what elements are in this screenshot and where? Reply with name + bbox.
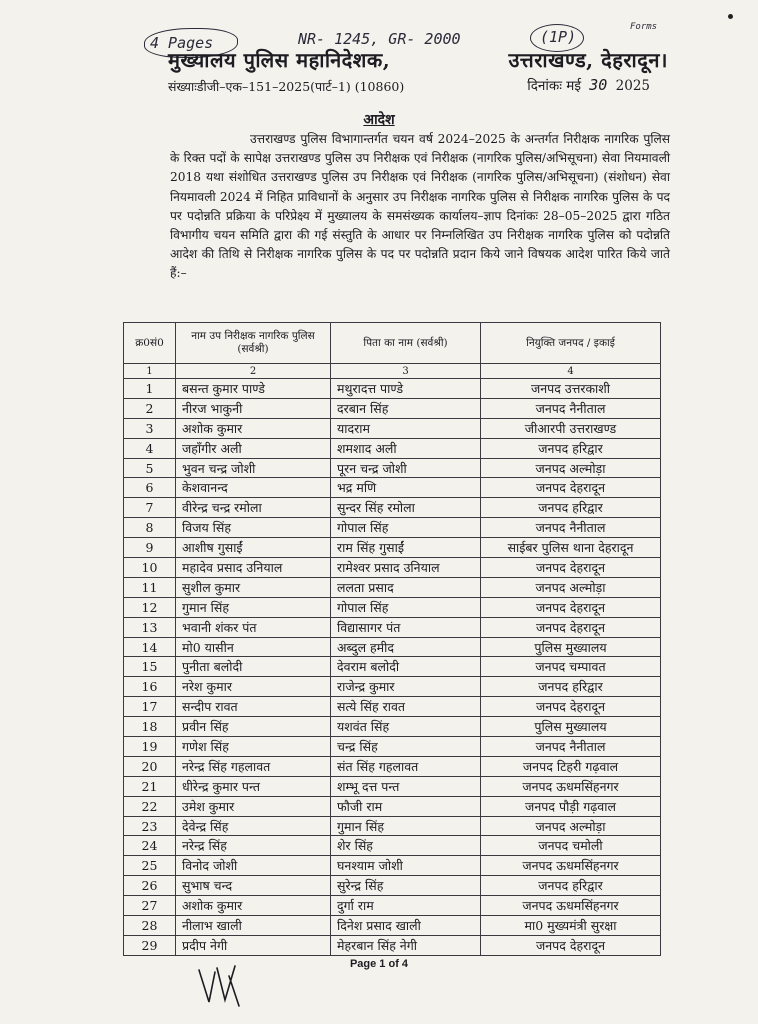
table-row	[124, 896, 661, 916]
row-father-name: राम सिंह गुसाईं	[331, 538, 481, 558]
row-serial: 15	[124, 657, 176, 677]
row-unit: जनपद नैनीताल	[481, 398, 661, 418]
row-unit: जनपद देहरादून	[481, 558, 661, 578]
row-serial: 21	[124, 776, 176, 796]
row-father-name: यादराम	[331, 418, 481, 438]
signature-mark	[195, 962, 245, 1010]
row-father-name: शमशाद अली	[331, 438, 481, 458]
row-serial: 7	[124, 498, 176, 518]
row-serial: 9	[124, 538, 176, 558]
row-name: बसन्त कुमार पाण्डे	[176, 379, 331, 399]
row-father-name: सत्ये सिंह रावत	[331, 697, 481, 717]
table-row	[124, 558, 661, 578]
row-serial: 5	[124, 458, 176, 478]
row-unit: जनपद ऊधमसिंहनगर	[481, 896, 661, 916]
row-father-name: राजेन्द्र कुमार	[331, 677, 481, 697]
column-number: 2	[176, 364, 331, 379]
handwritten-corner-note: Forms	[630, 22, 658, 32]
column-number: 3	[331, 364, 481, 379]
table-row	[124, 876, 661, 896]
order-body-paragraph: उत्तराखण्ड पुलिस विभागान्तर्गत चयन वर्ष 2024–2025 के अन्तर्गत निरीक्षक नागरिक पुलिस के रिक्त पदों के सापेक्ष उत्तराखण्ड पुलिस उप निरीक्षक एवं निरीक्षक (नागरिक पुलिस/अभिसूचना) सेवा नियमावली 2018 यथा संशोधित उत्तराखण्ड पुलिस उप निरीक्षक एवं निरीक्षक (नागरिक पुलिस/अभिसूचना) (संशोधन) सेवा नियमावली 2024 में निहित प्राविधानों के अनुसार उप निरीक्षक नागरिक पुलिस से निरीक्षक नागरिक पुलिस के पद पर पदोन्नति प्रक्रिया के परिप्रेक्ष्य में मुख्यालय के समसंख्यक कार्यालय–ज्ञाप दिनांकः 28–05–2025 द्वारा गठित विभागीय चयन समिति द्वारा की गई संस्तुति के आधार पर निम्नलिखित उप निरीक्षक नागरिक पुलिस को पदोन्नति आदेश की तिथि से निरीक्षक नागरिक पुलिस के पद पर पदोन्नति प्रदान किये जाने विषयक आदेश पारित किये जाते हैं:–	[170, 132, 671, 281]
row-unit: मा0 मुख्यमंत्री सुरक्षा	[481, 916, 661, 936]
header-serial: क्र0सं0	[124, 323, 176, 364]
row-unit: पुलिस मुख्यालय	[481, 717, 661, 737]
row-name: नीरज भाकुनी	[176, 398, 331, 418]
row-serial: 12	[124, 597, 176, 617]
row-unit: जनपद देहरादून	[481, 597, 661, 617]
row-name: देवेन्द्र सिंह	[176, 816, 331, 836]
letterhead-location: उत्तराखण्ड, देहरादून।	[508, 48, 668, 72]
row-serial: 10	[124, 558, 176, 578]
row-name: विनोद जोशी	[176, 856, 331, 876]
ink-dot	[728, 14, 733, 19]
date-year: 2025	[615, 78, 650, 94]
table-header-row	[124, 323, 661, 364]
row-unit: जनपद उत्तरकाशी	[481, 379, 661, 399]
row-serial: 19	[124, 737, 176, 757]
row-serial: 17	[124, 697, 176, 717]
row-name: उमेश कुमार	[176, 796, 331, 816]
column-number: 1	[124, 364, 176, 379]
row-father-name: सुन्दर सिंह रमोला	[331, 498, 481, 518]
row-father-name: दरबान सिंह	[331, 398, 481, 418]
header-unit: नियुक्ति जनपद / इकाई	[481, 323, 661, 364]
row-serial: 29	[124, 935, 176, 955]
table-row	[124, 637, 661, 657]
row-name: सुभाष चन्द	[176, 876, 331, 896]
table-row	[124, 677, 661, 697]
row-unit: जनपद देहरादून	[481, 478, 661, 498]
table-row	[124, 458, 661, 478]
row-father-name: संत सिंह गहलावत	[331, 756, 481, 776]
row-unit: जीआरपी उत्तराखण्ड	[481, 418, 661, 438]
order-title-text: आदेश	[363, 112, 395, 128]
row-unit: जनपद हरिद्वार	[481, 498, 661, 518]
row-unit: जनपद चम्पावत	[481, 657, 661, 677]
table-row	[124, 498, 661, 518]
row-serial: 22	[124, 796, 176, 816]
row-name: जहाँगीर अली	[176, 438, 331, 458]
table-body	[124, 379, 661, 956]
row-unit: जनपद देहरादून	[481, 935, 661, 955]
row-name: सुशील कुमार	[176, 577, 331, 597]
table-row	[124, 577, 661, 597]
row-unit: जनपद देहरादून	[481, 617, 661, 637]
row-father-name: विद्यासागर पंत	[331, 617, 481, 637]
row-serial: 27	[124, 896, 176, 916]
row-name: मो0 यासीन	[176, 637, 331, 657]
row-father-name: भद्र मणि	[331, 478, 481, 498]
row-father-name: रामेश्वर प्रसाद उनियाल	[331, 558, 481, 578]
row-serial: 24	[124, 836, 176, 856]
row-name: धीरेन्द्र कुमार पन्त	[176, 776, 331, 796]
row-father-name: मेहरबान सिंह नेगी	[331, 935, 481, 955]
row-father-name: चन्द्र सिंह	[331, 737, 481, 757]
row-father-name: मथुरादत्त पाण्डे	[331, 379, 481, 399]
row-name: वीरेन्द्र चन्द्र रमोला	[176, 498, 331, 518]
table-row	[124, 856, 661, 876]
row-unit: जनपद टिहरी गढ़वाल	[481, 756, 661, 776]
row-name: नरेन्द्र सिंह	[176, 836, 331, 856]
column-number: 4	[481, 364, 661, 379]
row-serial: 23	[124, 816, 176, 836]
row-serial: 8	[124, 518, 176, 538]
row-name: नरेश कुमार	[176, 677, 331, 697]
date-day: 30	[589, 76, 608, 94]
row-unit: जनपद ऊधमसिंहनगर	[481, 776, 661, 796]
row-serial: 16	[124, 677, 176, 697]
row-name: पुनीता बलोदी	[176, 657, 331, 677]
row-unit: पुलिस मुख्यालय	[481, 637, 661, 657]
row-unit: जनपद नैनीताल	[481, 737, 661, 757]
row-unit: जनपद हरिद्वार	[481, 438, 661, 458]
row-unit: जनपद अल्मोड़ा	[481, 577, 661, 597]
table-row	[124, 597, 661, 617]
table-row	[124, 697, 661, 717]
row-unit: जनपद नैनीताल	[481, 518, 661, 538]
handwritten-pages-note: 4 Pages	[150, 34, 214, 52]
table-row	[124, 617, 661, 637]
table-row	[124, 816, 661, 836]
table-row	[124, 737, 661, 757]
row-name: नरेन्द्र सिंह गहलावत	[176, 756, 331, 776]
table-row	[124, 379, 661, 399]
promotion-table	[123, 322, 661, 956]
table-column-number-row	[124, 364, 661, 379]
row-serial: 11	[124, 577, 176, 597]
row-name: अशोक कुमार	[176, 418, 331, 438]
row-unit: जनपद अल्मोड़ा	[481, 816, 661, 836]
row-name: प्रदीप नेगी	[176, 935, 331, 955]
handwritten-file-ref: NR- 1245, GR- 2000	[298, 30, 461, 48]
table-row	[124, 935, 661, 955]
row-serial: 1	[124, 379, 176, 399]
row-father-name: दिनेश प्रसाद खाली	[331, 916, 481, 936]
row-father-name: देवराम बलोदी	[331, 657, 481, 677]
row-father-name: गुमान सिंह	[331, 816, 481, 836]
reference-number: संख्याःडीजी–एक–151–2025(पार्ट–1) (10860)	[168, 79, 405, 94]
row-name: भुवन चन्द्र जोशी	[176, 458, 331, 478]
row-serial: 18	[124, 717, 176, 737]
row-father-name: दुर्गा राम	[331, 896, 481, 916]
row-name: गणेश सिंह	[176, 737, 331, 757]
row-unit: जनपद अल्मोड़ा	[481, 458, 661, 478]
row-name: भवानी शंकर पंत	[176, 617, 331, 637]
row-father-name: यशवंत सिंह	[331, 717, 481, 737]
row-serial: 2	[124, 398, 176, 418]
row-serial: 28	[124, 916, 176, 936]
row-name: गुमान सिंह	[176, 597, 331, 617]
row-name: केशवानन्द	[176, 478, 331, 498]
header-name: नाम उप निरीक्षक नागरिक पुलिस (सर्वश्री)	[176, 323, 331, 364]
table-row	[124, 717, 661, 737]
table-row	[124, 478, 661, 498]
row-unit: जनपद देहरादून	[481, 697, 661, 717]
table-row	[124, 398, 661, 418]
row-serial: 14	[124, 637, 176, 657]
row-serial: 20	[124, 756, 176, 776]
row-name: विजय सिंह	[176, 518, 331, 538]
row-father-name: गोपाल सिंह	[331, 518, 481, 538]
table-row	[124, 836, 661, 856]
table-row	[124, 438, 661, 458]
row-serial: 6	[124, 478, 176, 498]
table-row	[124, 518, 661, 538]
row-father-name: फौजी राम	[331, 796, 481, 816]
table-row	[124, 796, 661, 816]
row-father-name: शम्भू दत्त पन्त	[331, 776, 481, 796]
reference-date	[527, 76, 650, 94]
table-row	[124, 538, 661, 558]
row-unit: जनपद हरिद्वार	[481, 876, 661, 896]
row-name: आशीष गुसाईं	[176, 538, 331, 558]
table-row	[124, 418, 661, 438]
table-row	[124, 776, 661, 796]
row-serial: 4	[124, 438, 176, 458]
row-unit: जनपद हरिद्वार	[481, 677, 661, 697]
order-title	[0, 110, 758, 129]
row-unit: साईबर पुलिस थाना देहरादून	[481, 538, 661, 558]
row-father-name: शेर सिंह	[331, 836, 481, 856]
table-row	[124, 756, 661, 776]
row-serial: 25	[124, 856, 176, 876]
row-name: नीलाभ खाली	[176, 916, 331, 936]
row-name: अशोक कुमार	[176, 896, 331, 916]
row-father-name: घनश्याम जोशी	[331, 856, 481, 876]
row-unit: जनपद चमोली	[481, 836, 661, 856]
row-father-name: ललता प्रसाद	[331, 577, 481, 597]
table-row	[124, 916, 661, 936]
row-unit: जनपद ऊधमसिंहनगर	[481, 856, 661, 876]
row-serial: 26	[124, 876, 176, 896]
page-footer: Page 1 of 4	[349, 958, 409, 970]
row-name: महादेव प्रसाद उनियाल	[176, 558, 331, 578]
row-serial: 13	[124, 617, 176, 637]
row-father-name: गोपाल सिंह	[331, 597, 481, 617]
row-father-name: अब्दुल हमीद	[331, 637, 481, 657]
header-father: पिता का नाम (सर्वश्री)	[331, 323, 481, 364]
row-name: प्रवीन सिंह	[176, 717, 331, 737]
row-name: सन्दीप रावत	[176, 697, 331, 717]
row-unit: जनपद पौड़ी गढ़वाल	[481, 796, 661, 816]
row-serial: 3	[124, 418, 176, 438]
table-row	[124, 657, 661, 677]
row-father-name: पूरन चन्द्र जोशी	[331, 458, 481, 478]
letterhead-office: मुख्यालय पुलिस महानिदेशक,	[168, 48, 391, 72]
handwritten-circled-mark: (1P)	[540, 28, 577, 46]
row-father-name: सुरेन्द्र सिंह	[331, 876, 481, 896]
date-label: दिनांकः मई	[527, 78, 581, 94]
